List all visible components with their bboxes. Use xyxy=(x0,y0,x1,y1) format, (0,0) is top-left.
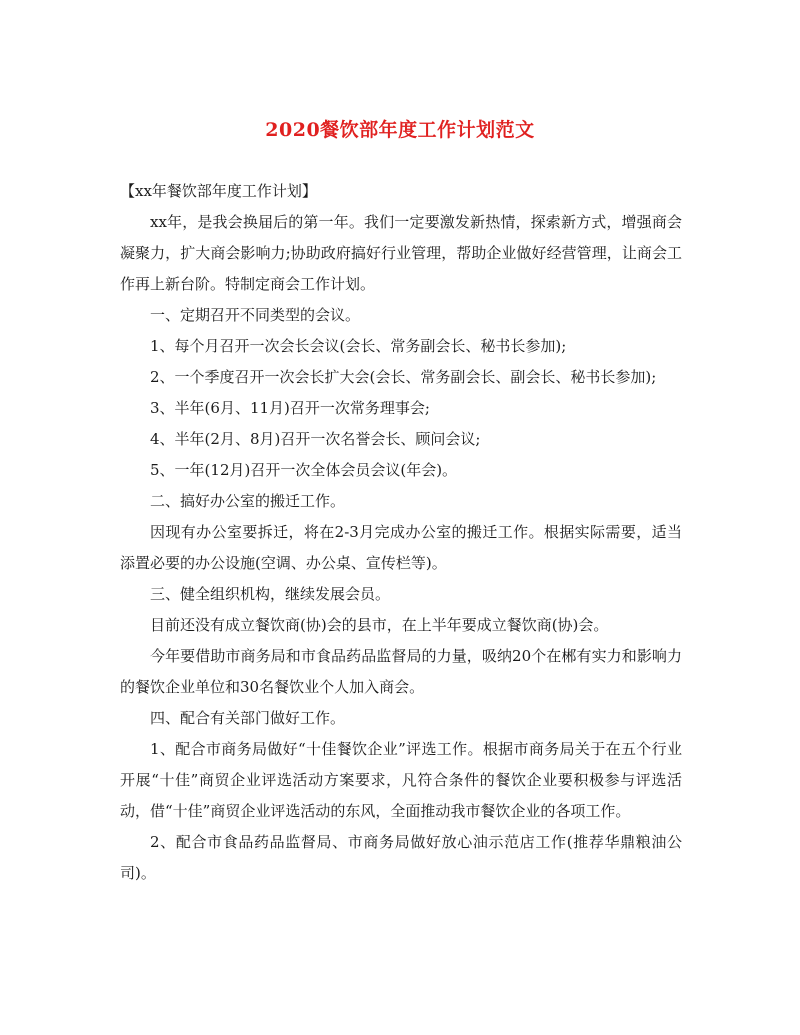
list-item: 3、半年(6月、11月)召开一次常务理事会; xyxy=(150,399,430,417)
section-heading: 【xx年餐饮部年度工作计划】 xyxy=(120,182,317,200)
section-heading-4: 四、配合有关部门做好工作。 xyxy=(150,709,346,727)
section-heading-3: 三、健全组织机构，继续发展会员。 xyxy=(150,585,391,603)
body-paragraph: 因现有办公室要拆迁，将在2-3月完成办公室的搬迁工作。根据实际需要，适当添置必要的办公设施(空调、办公桌、宣传栏等)。 xyxy=(120,523,682,572)
body-paragraph: 目前还没有成立餐饮商(协)会的县市，在上半年要成立餐饮商(协)会。 xyxy=(150,616,609,634)
body-paragraph: 今年要借助市商务局和市食品药品监督局的力量，吸纳20个在郴有实力和影响力的餐饮企业单位和30名餐饮业个人加入商会。 xyxy=(120,647,682,696)
list-item: 2、一个季度召开一次会长扩大会(会长、常务副会长、副会长、秘书长参加); xyxy=(150,368,657,386)
intro-paragraph: xx年，是我会换届后的第一年。我们一定要激发新热情，探索新方式，增强商会凝聚力，扩大商会影响力;协助政府搞好行业管理，帮助企业做好经营管理，让商会工作再上新台阶。特制定商会工作计划。 xyxy=(120,213,682,293)
list-item: 2、配合市食品药品监督局、市商务局做好放心油示范店工作(推荐华鼎粮油公司)。 xyxy=(120,833,682,882)
list-item: 5、一年(12月)召开一次全体会员会议(年会)。 xyxy=(150,461,458,479)
section-heading-1: 一、定期召开不同类型的会议。 xyxy=(150,306,361,324)
list-item: 1、每个月召开一次会长会议(会长、常务副会长、秘书长参加); xyxy=(150,337,567,355)
document-body xyxy=(120,176,682,889)
list-item: 4、半年(2月、8月)召开一次名誉会长、顾问会议; xyxy=(150,430,481,448)
list-item: 1、配合市商务局做好“十佳餐饮企业”评选工作。根据市商务局关于在五个行业开展“十佳”商贸企业评选活动方案要求，凡符合条件的餐饮企业要积极参与评选活动，借“十佳”商贸企业评选活动的东风，全面推动我市餐饮企业的各项工作。 xyxy=(120,740,682,820)
section-heading-2: 二、搞好办公室的搬迁工作。 xyxy=(150,492,346,510)
document-title: 2020餐饮部年度工作计划范文 xyxy=(265,119,535,141)
